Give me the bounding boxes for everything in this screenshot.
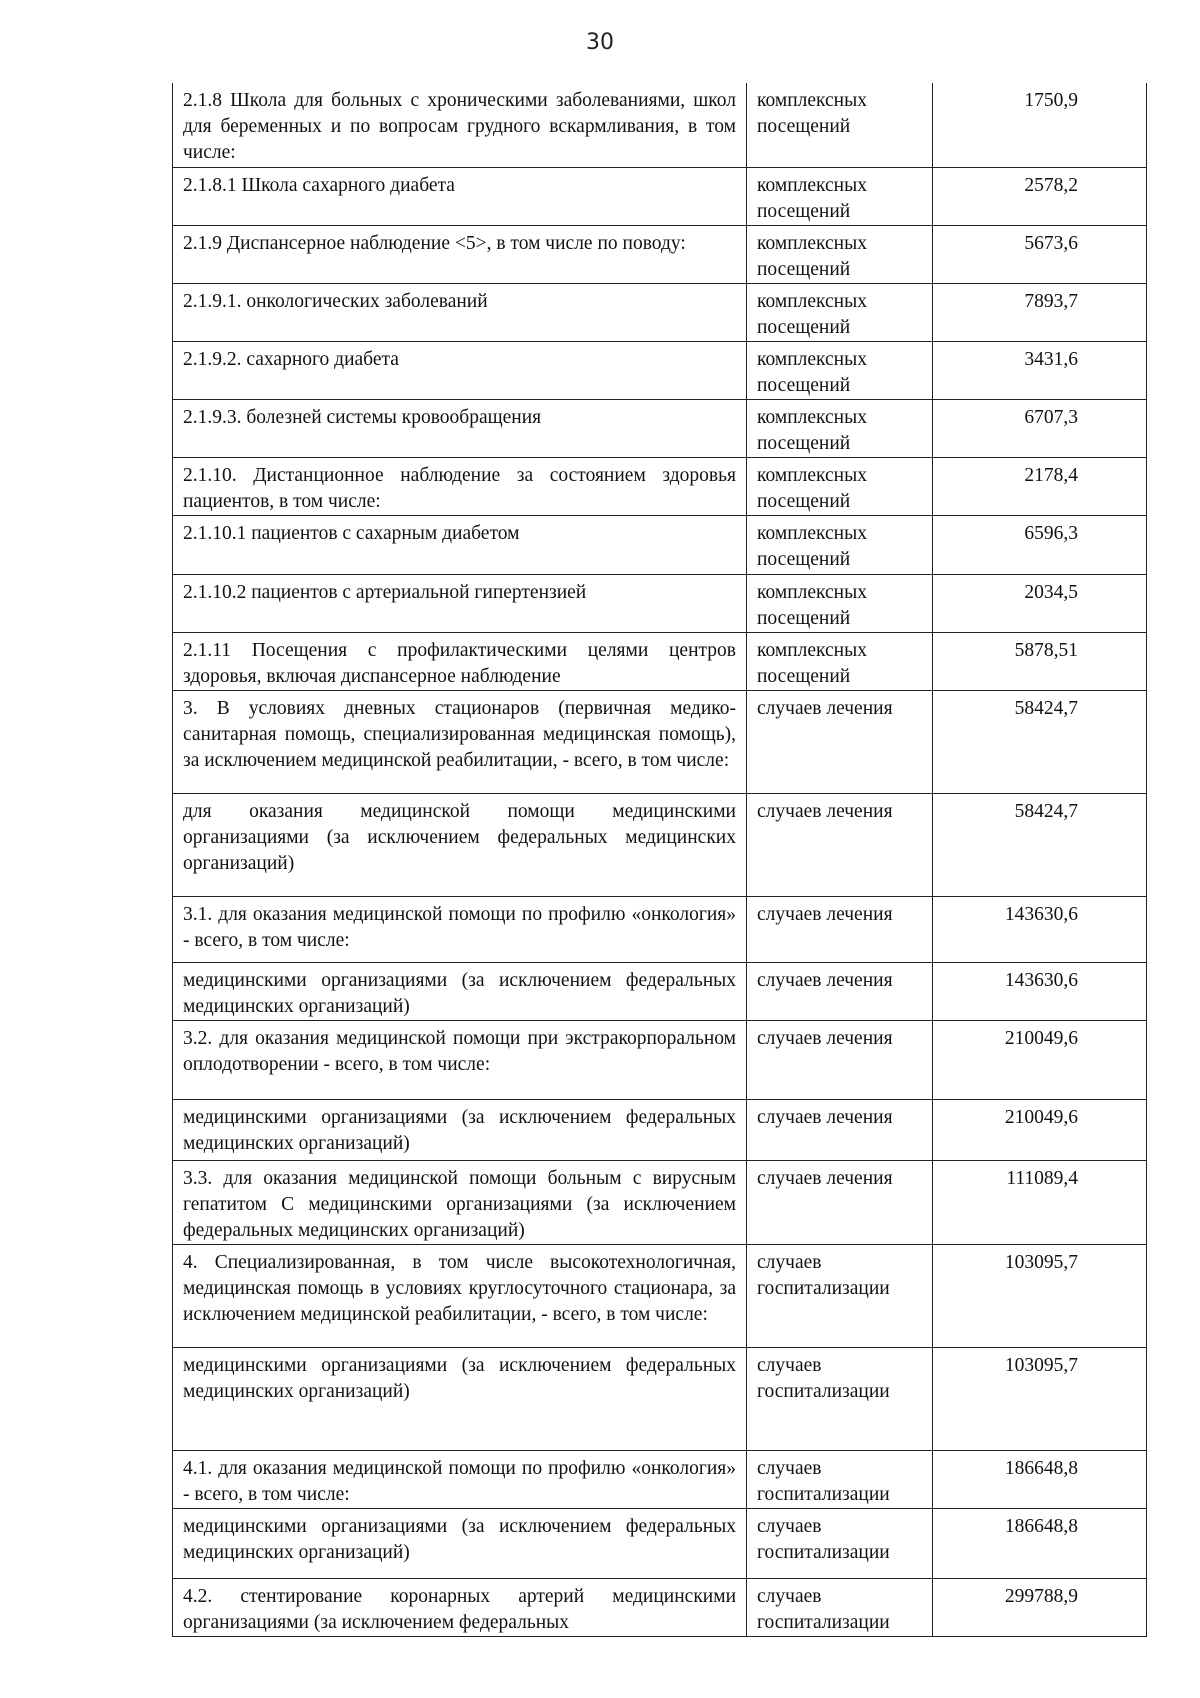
row-unit: комплексных посещений — [747, 83, 933, 168]
row-value: 186648,8 — [933, 1451, 1147, 1509]
row-description: 2.1.11 Посещения с профилактическими целями центров здоровья, включая диспансерное наблюдение — [173, 633, 747, 691]
table-row — [173, 168, 1147, 226]
row-value: 58424,7 — [933, 794, 1147, 897]
table-row — [173, 1579, 1147, 1637]
table-row — [173, 400, 1147, 458]
row-value: 6707,3 — [933, 400, 1147, 458]
table-row — [173, 83, 1147, 168]
row-unit: случаев лечения — [747, 897, 933, 963]
row-unit: случаев госпитализации — [747, 1579, 933, 1637]
table-row — [173, 1245, 1147, 1348]
row-value: 6596,3 — [933, 516, 1147, 575]
row-description: 2.1.10.1 пациентов с сахарным диабетом — [173, 516, 747, 575]
row-description: 2.1.9.2. сахарного диабета — [173, 342, 747, 400]
row-description: 4.1. для оказания медицинской помощи по профилю «онкология» - всего, в том числе: — [173, 1451, 747, 1509]
table-row — [173, 1161, 1147, 1245]
table-row — [173, 1348, 1147, 1451]
row-value: 210049,6 — [933, 1021, 1147, 1100]
row-description: 4. Специализированная, в том числе высокотехнологичная, медицинская помощь в условиях круглосуточного стационара, за исключением медицинской реабилитации, - всего, в том числе: — [173, 1245, 747, 1348]
row-unit: случаев лечения — [747, 1021, 933, 1100]
row-unit: комплексных посещений — [747, 284, 933, 342]
row-unit: комплексных посещений — [747, 458, 933, 516]
row-unit: случаев госпитализации — [747, 1245, 933, 1348]
table-row — [173, 575, 1147, 633]
row-unit: комплексных посещений — [747, 168, 933, 226]
row-description: 3.2. для оказания медицинской помощи при экстракорпоральном оплодотворении - всего, в том числе: — [173, 1021, 747, 1100]
row-unit: комплексных посещений — [747, 575, 933, 633]
row-unit: комплексных посещений — [747, 342, 933, 400]
table-row — [173, 897, 1147, 963]
row-unit: случаев лечения — [747, 1100, 933, 1161]
row-unit: случаев лечения — [747, 1161, 933, 1245]
table-row — [173, 342, 1147, 400]
row-value: 3431,6 — [933, 342, 1147, 400]
row-unit: случаев лечения — [747, 794, 933, 897]
row-description: 2.1.10.2 пациентов с артериальной гипертензией — [173, 575, 747, 633]
row-value: 2178,4 — [933, 458, 1147, 516]
row-unit: случаев госпитализации — [747, 1509, 933, 1579]
row-description: медицинскими организациями (за исключением федеральных медицинских организаций) — [173, 1100, 747, 1161]
row-value: 1750,9 — [933, 83, 1147, 168]
cost-norms-table — [172, 83, 1147, 1637]
row-description: 2.1.9.1. онкологических заболеваний — [173, 284, 747, 342]
row-unit: случаев лечения — [747, 691, 933, 794]
row-description: медицинскими организациями (за исключением федеральных медицинских организаций) — [173, 1348, 747, 1451]
row-description: 2.1.8.1 Школа сахарного диабета — [173, 168, 747, 226]
table-row — [173, 516, 1147, 575]
row-value: 143630,6 — [933, 897, 1147, 963]
page-number: 30 — [586, 30, 614, 55]
row-description: 2.1.9 Диспансерное наблюдение <5>, в том числе по поводу: — [173, 226, 747, 284]
table-row — [173, 691, 1147, 794]
row-description: 4.2. стентирование коронарных артерий медицинскими организациями (за исключением федеральных — [173, 1579, 747, 1637]
row-unit: случаев лечения — [747, 963, 933, 1021]
table-row — [173, 1451, 1147, 1509]
row-value: 210049,6 — [933, 1100, 1147, 1161]
table-row — [173, 794, 1147, 897]
row-value: 111089,4 — [933, 1161, 1147, 1245]
table-row — [173, 458, 1147, 516]
row-unit: случаев госпитализации — [747, 1451, 933, 1509]
row-description: 3.3. для оказания медицинской помощи больным с вирусным гепатитом C медицинскими организациями (за исключением федеральных медицинских организаций) — [173, 1161, 747, 1245]
table-row — [173, 633, 1147, 691]
row-value: 103095,7 — [933, 1348, 1147, 1451]
row-value: 7893,7 — [933, 284, 1147, 342]
row-unit: случаев госпитализации — [747, 1348, 933, 1451]
table-row — [173, 963, 1147, 1021]
row-unit: комплексных посещений — [747, 516, 933, 575]
row-value: 2578,2 — [933, 168, 1147, 226]
row-unit: комплексных посещений — [747, 633, 933, 691]
row-value: 103095,7 — [933, 1245, 1147, 1348]
row-value: 5878,51 — [933, 633, 1147, 691]
row-value: 5673,6 — [933, 226, 1147, 284]
row-description: для оказания медицинской помощи медицинскими организациями (за исключением федеральных медицинских организаций) — [173, 794, 747, 897]
row-unit: комплексных посещений — [747, 400, 933, 458]
table-row — [173, 1509, 1147, 1579]
table-row — [173, 284, 1147, 342]
row-description: медицинскими организациями (за исключением федеральных медицинских организаций) — [173, 1509, 747, 1579]
row-value: 2034,5 — [933, 575, 1147, 633]
row-value: 143630,6 — [933, 963, 1147, 1021]
table-row — [173, 226, 1147, 284]
row-description: 2.1.10. Дистанционное наблюдение за состоянием здоровья пациентов, в том числе: — [173, 458, 747, 516]
row-value: 58424,7 — [933, 691, 1147, 794]
table-row — [173, 1021, 1147, 1100]
row-value: 299788,9 — [933, 1579, 1147, 1637]
row-unit: комплексных посещений — [747, 226, 933, 284]
row-description: 2.1.9.3. болезней системы кровообращения — [173, 400, 747, 458]
row-value: 186648,8 — [933, 1509, 1147, 1579]
row-description: 2.1.8 Школа для больных с хроническими заболеваниями, школ для беременных и по вопросам грудного вскармливания, в том числе: — [173, 83, 747, 168]
row-description: 3.1. для оказания медицинской помощи по профилю «онкология» - всего, в том числе: — [173, 897, 747, 963]
row-description: 3. В условиях дневных стационаров (первичная медико-санитарная помощь, специализированная медицинская помощь), за исключением медицинской реабилитации, - всего, в том числе: — [173, 691, 747, 794]
row-description: медицинскими организациями (за исключением федеральных медицинских организаций) — [173, 963, 747, 1021]
table-row — [173, 1100, 1147, 1161]
